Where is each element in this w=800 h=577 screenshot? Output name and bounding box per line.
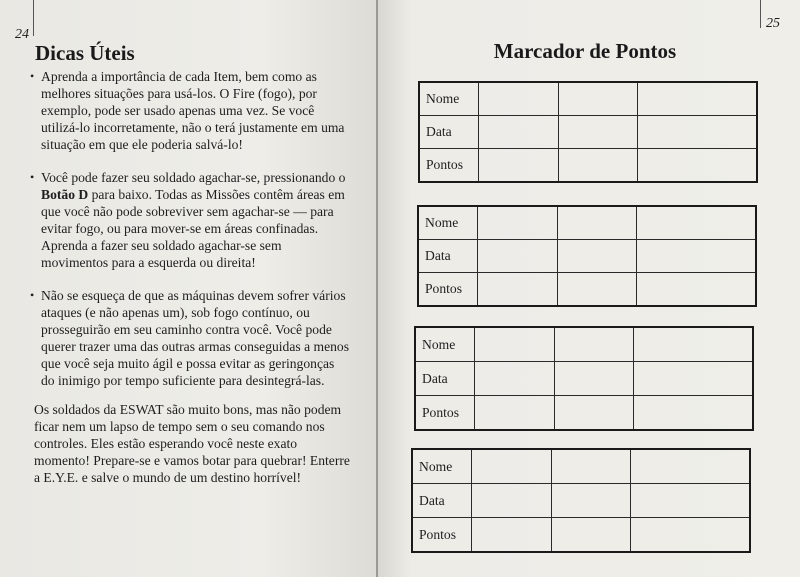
tip-item — [32, 68, 350, 153]
score-cell[interactable] — [557, 240, 637, 273]
score-cell[interactable] — [479, 116, 559, 149]
score-cell[interactable] — [479, 149, 559, 183]
row-label-points: Pontos — [412, 518, 472, 553]
row-label-points: Pontos — [419, 149, 479, 183]
row-label-name: Nome — [415, 327, 475, 362]
table-row — [418, 240, 756, 273]
score-cell[interactable] — [638, 149, 757, 183]
score-cell[interactable] — [631, 484, 750, 518]
tip-text: Aprenda a importância de cada Item, bem como as melhores situações para usá-los. O Fire (fogo), por exemplo, pode ser usado apenas uma vez. Se você utilizá-lo incorretamente, não o terá justamente em uma situação em que ele poderia salvá-lo! — [41, 69, 345, 152]
score-cell[interactable] — [637, 273, 756, 307]
score-cell[interactable] — [638, 116, 757, 149]
score-cell[interactable] — [634, 396, 753, 431]
table-row — [415, 396, 753, 431]
score-cell[interactable] — [557, 273, 637, 307]
score-cell[interactable] — [637, 206, 756, 240]
table-row — [412, 484, 750, 518]
score-cell[interactable] — [478, 240, 558, 273]
row-label-name: Nome — [419, 82, 479, 116]
row-label-date: Data — [418, 240, 478, 273]
score-cell[interactable] — [558, 82, 638, 116]
row-label-date: Data — [419, 116, 479, 149]
score-cell[interactable] — [631, 449, 750, 484]
tip-text: Não se esqueça de que as máquinas devem sofrer vários ataques (e não apenas um), sob fogo contínuo, ou prosseguirão em seu caminho contra você. Você pode querer trazer uma das outras armas conseguidas a menos que você seja muito ágil e possa evitar as geringonças do inimigo por tempo suficiente para desintegrá-las. — [41, 288, 350, 388]
tips-title: Dicas Úteis — [35, 41, 135, 65]
score-title: Marcador de Pontos — [493, 39, 677, 63]
table-row — [418, 273, 756, 307]
score-cell[interactable] — [472, 518, 552, 553]
score-table — [418, 81, 758, 183]
score-cell[interactable] — [557, 206, 637, 240]
tip-button-name: Botão D — [41, 187, 89, 202]
table-row — [415, 362, 753, 396]
table-row — [418, 206, 756, 240]
row-label-name: Nome — [418, 206, 478, 240]
table-row — [415, 327, 753, 362]
left-page — [0, 0, 376, 577]
score-cell[interactable] — [554, 362, 634, 396]
score-cell[interactable] — [475, 362, 555, 396]
score-cell[interactable] — [478, 206, 558, 240]
score-cell[interactable] — [475, 327, 555, 362]
score-cell[interactable] — [475, 396, 555, 431]
score-cell[interactable] — [472, 449, 552, 484]
tip-item — [32, 169, 350, 271]
table-row — [412, 518, 750, 553]
score-cell[interactable] — [478, 273, 558, 307]
score-cell[interactable] — [634, 327, 753, 362]
score-cell[interactable] — [551, 449, 631, 484]
score-cell[interactable] — [637, 240, 756, 273]
score-table — [414, 326, 754, 431]
left-margin-rule — [33, 0, 34, 36]
row-label-date: Data — [415, 362, 475, 396]
tip-item — [32, 287, 350, 389]
row-label-points: Pontos — [418, 273, 478, 307]
score-cell[interactable] — [551, 484, 631, 518]
score-cell[interactable] — [631, 518, 750, 553]
tip-text: para baixo. Todas as Missões contêm áreas em que você não pode sobreviver sem agachar-se — para evitar fogo, ou para mover-se em áreas confinadas. Aprenda a fazer seu soldado agachar-se sem movimentos para a esquerda ou direita! — [41, 187, 345, 270]
score-cell[interactable] — [558, 116, 638, 149]
right-page — [378, 0, 800, 577]
right-margin-rule — [760, 0, 761, 28]
bullet-icon: • — [30, 170, 35, 184]
row-label-name: Nome — [412, 449, 472, 484]
score-cell[interactable] — [479, 82, 559, 116]
score-cell[interactable] — [558, 149, 638, 183]
score-cell[interactable] — [554, 396, 634, 431]
table-row — [419, 149, 757, 183]
row-label-points: Pontos — [415, 396, 475, 431]
table-row — [412, 449, 750, 484]
score-cell[interactable] — [634, 362, 753, 396]
bullet-icon: • — [30, 288, 35, 302]
score-cell[interactable] — [554, 327, 634, 362]
page-number-right: 25 — [766, 16, 780, 31]
tips-list — [32, 68, 350, 405]
score-table — [411, 448, 751, 553]
page-number-left: 24 — [15, 27, 29, 42]
score-cell[interactable] — [638, 82, 757, 116]
score-cell[interactable] — [472, 484, 552, 518]
row-label-date: Data — [412, 484, 472, 518]
tip-text: Você pode fazer seu soldado agachar-se, pressionando o — [41, 170, 346, 185]
score-table — [417, 205, 757, 307]
score-cell[interactable] — [551, 518, 631, 553]
bullet-icon: • — [30, 69, 35, 83]
closing-paragraph: Os soldados da ESWAT são muito bons, mas não podem ficar nem um lapso de tempo sem o seu comando nos controles. Eles estão esperando você neste exato momento! Prepare-se e vamos botar para quebrar! Enterre a E.Y.E. e salve o mundo de um destino horrível! — [34, 402, 350, 485]
table-row — [419, 116, 757, 149]
table-row — [419, 82, 757, 116]
